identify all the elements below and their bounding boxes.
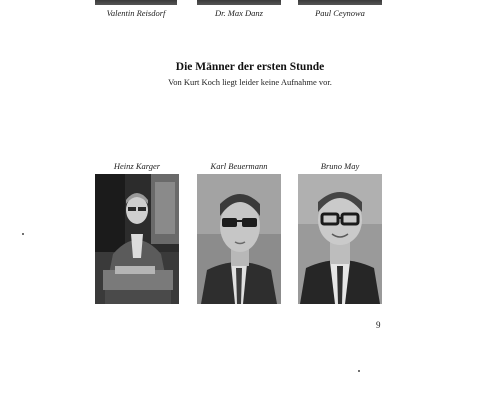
caption-beuermann: Karl Beuermann bbox=[210, 161, 268, 171]
photo-strip-danz bbox=[197, 0, 281, 5]
page-number: 9 bbox=[376, 320, 381, 330]
scan-speck bbox=[358, 370, 360, 372]
caption-karger: Heinz Karger bbox=[113, 161, 161, 171]
caption-danz: Dr. Max Danz bbox=[215, 8, 263, 18]
portrait-beuermann bbox=[197, 174, 281, 304]
caption-ceynowa: Paul Ceynowa bbox=[315, 8, 365, 18]
portrait-karger bbox=[95, 174, 179, 304]
caption-reisdorf: Valentin Reisdorf bbox=[106, 8, 166, 18]
caption-may: Bruno May bbox=[320, 161, 360, 171]
portrait-may bbox=[298, 174, 382, 304]
photo-strip-reisdorf bbox=[95, 0, 177, 5]
section-subtitle: Von Kurt Koch liegt leider keine Aufnahme vor. bbox=[168, 77, 332, 87]
scan-speck bbox=[22, 233, 24, 235]
photo-strip-ceynowa bbox=[298, 0, 382, 5]
section-title: Die Männer der ersten Stunde bbox=[175, 61, 325, 73]
